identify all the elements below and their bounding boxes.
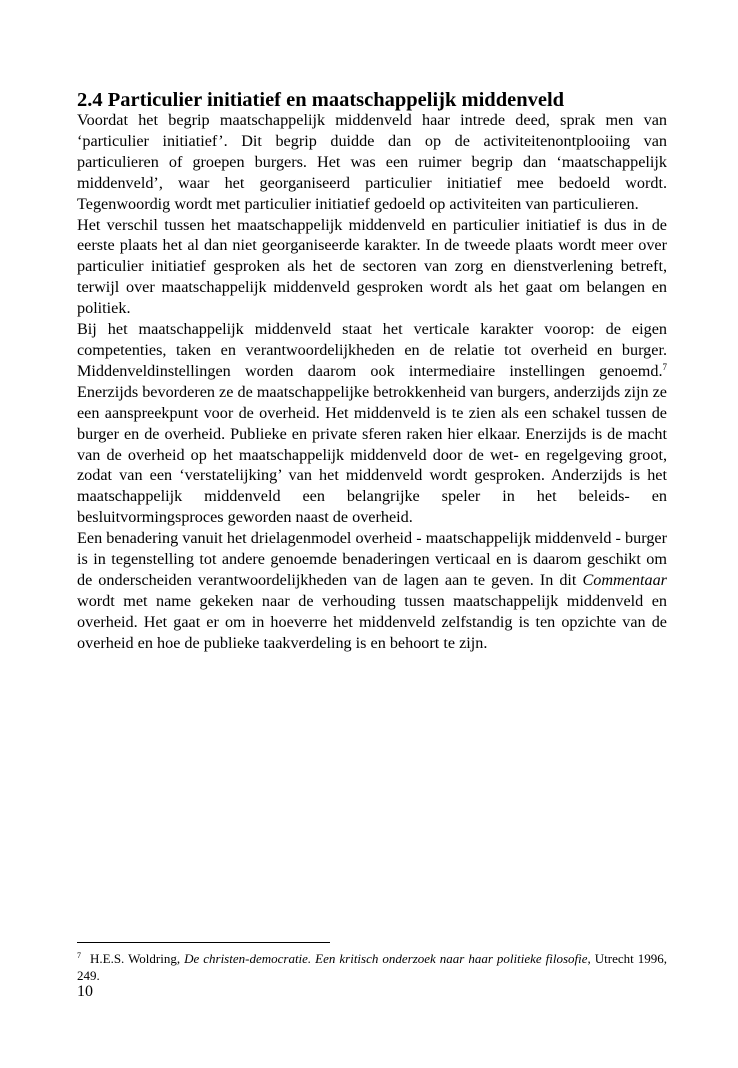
paragraph-2: Het verschil tussen het maatschappelijk middenveld en particulier initiatief is dus in de eerste plaats het al dan niet georganiseerde karakter. In de tweede plaats wordt meer over particulier initiatief gesproken als het de sectoren van zorg en dienstverlening betreft, terwijl over maatschappelijk middenveld gesproken wordt als het gaat om belangen en politiek. (77, 215, 667, 318)
page-number: 10 (77, 983, 93, 1000)
paragraph-3-text-b: Enerzijds bevorderen ze de maatschappelijke betrokkenheid van burgers, anderzijds zijn ze een aanspreekpunt voor de overheid. Het middenveld is te zien als een schakel tussen de burger en de overheid. Publieke en private sferen raken hier elkaar. Enerzijds is de macht van de overheid op het maatschappelijk middenveld door de wet- en regelgeving groot, zodat van een ‘verstatelijking’ van het middenveld wordt gesproken. Anderzijds is het maatschappelijk middenveld een belangrijke speler in het beleids- en besluitvormingsproces geworden naast de overheid. (77, 382, 667, 527)
footnote-number: 7 (77, 951, 81, 960)
footnote-title: De christen-democratie. Een kritisch onderzoek naar haar politieke filosofie (184, 951, 588, 966)
footnote-author: H.E.S. Woldring, (90, 951, 185, 966)
paragraph-3-text-a: Bij het maatschappelijk middenveld staat het verticale karakter voorop: de eigen competenties, taken en verantwoordelijkheden en de relatie tot overheid en burger. Middenveldinstellingen worden daarom ook intermediaire instellingen genoemd. (77, 320, 667, 380)
paragraph-3 (77, 319, 667, 528)
footnote-reference[interactable]: 7 (662, 361, 667, 372)
section-heading: 2.4 Particulier initiatief en maatschappelijk middenveld (77, 89, 565, 111)
body-text (77, 110, 667, 654)
footnote-divider (77, 942, 330, 943)
footnote (77, 950, 667, 984)
paragraph-4 (77, 528, 667, 653)
paragraph-4-italic-title: Commentaar (582, 570, 667, 589)
paragraph-4-text-b: wordt met name gekeken naar de verhouding tussen maatschappelijk middenveld en overheid. Het gaat er om in hoeverre het middenveld zelfstandig is ten opzichte van de overheid en hoe de publieke taakverdeling is en behoort te zijn. (77, 591, 667, 652)
paragraph-4-text-a: Een benadering vanuit het drielagenmodel overheid - maatschappelijk middenveld - burger is in tegenstelling tot andere genoemde benaderingen verticaal en is daarom geschikt om de onderscheiden verantwoordelijkheden van de lagen aan te geven. In dit (77, 529, 667, 589)
paragraph-1: Voordat het begrip maatschappelijk middenveld haar intrede deed, sprak men van ‘particulier initiatief’. Dit begrip duidde dan op de activiteitenontplooiing van particulieren of groepen burgers. Het was een ruimer begrip dan ‘maatschappelijk middenveld’, waar het georganiseerd particulier initiatief mee bedoeld wordt. Tegenwoordig wordt met particulier initiatief gedoeld op activiteiten van particulieren. (77, 111, 667, 213)
footnote-rest: , Utrecht 1996, 249. (77, 951, 667, 983)
